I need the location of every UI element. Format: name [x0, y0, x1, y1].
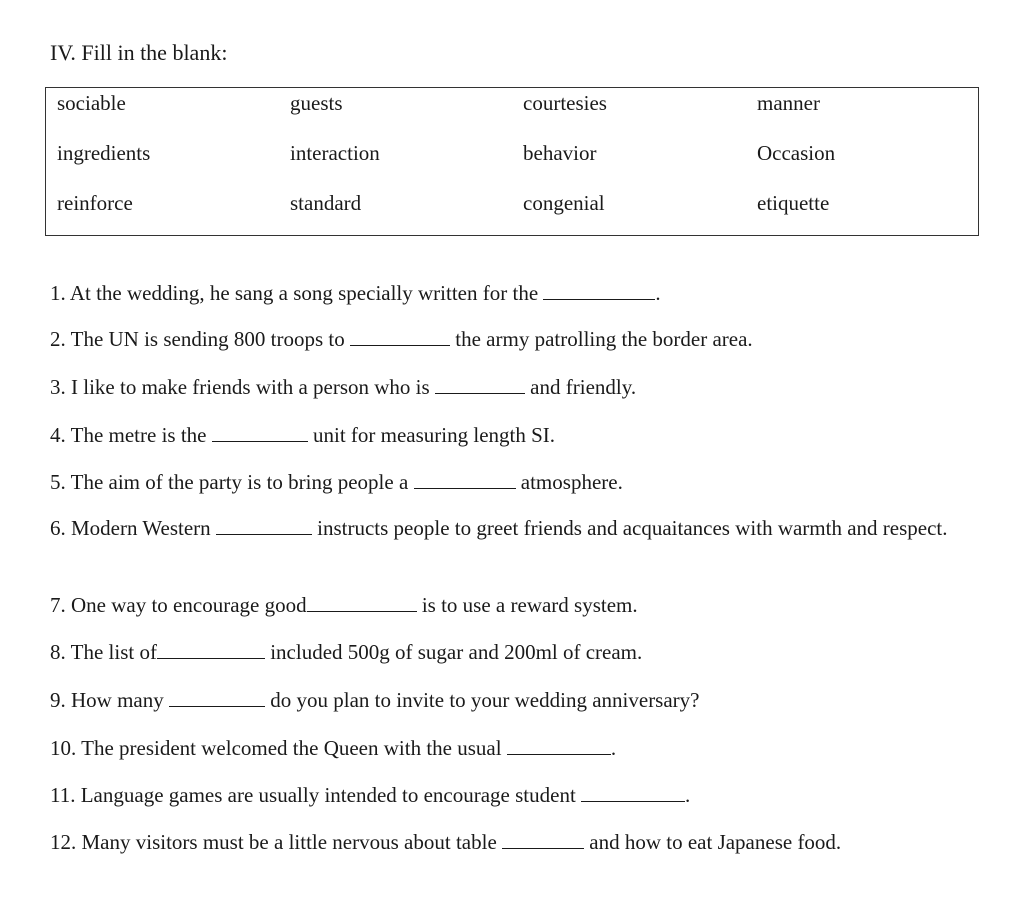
- answer-blank[interactable]: [543, 283, 655, 300]
- answer-blank[interactable]: [414, 472, 516, 489]
- word-bank-item: manner: [757, 91, 820, 115]
- answer-blank[interactable]: [507, 738, 611, 755]
- question-5: 5. The aim of the party is to bring people a atmosphere.: [50, 470, 623, 494]
- question-2: 2. The UN is sending 800 troops to the army patrolling the border area.: [50, 327, 753, 351]
- answer-blank[interactable]: [216, 518, 312, 535]
- answer-blank[interactable]: [212, 425, 308, 442]
- word-bank-item: etiquette: [757, 191, 830, 215]
- answer-blank[interactable]: [581, 785, 685, 802]
- answer-blank[interactable]: [157, 642, 265, 659]
- section-title: IV. Fill in the blank:: [50, 40, 228, 65]
- answer-blank[interactable]: [307, 595, 417, 612]
- answer-blank[interactable]: [435, 377, 525, 394]
- question-8: 8. The list of included 500g of sugar and 200ml of cream.: [50, 640, 643, 664]
- question-11: 11. Language games are usually intended to encourage student .: [50, 783, 691, 807]
- answer-blank[interactable]: [169, 690, 265, 707]
- word-bank-item: Occasion: [757, 141, 836, 165]
- word-bank-item: ingredients: [57, 141, 151, 165]
- question-6: 6. Modern Western instructs people to greet friends and acquaitances with warmth and respect.: [50, 516, 948, 540]
- question-10: 10. The president welcomed the Queen with the usual .: [50, 736, 617, 760]
- question-3: 3. I like to make friends with a person who is and friendly.: [50, 375, 637, 399]
- word-bank-item: guests: [290, 91, 343, 115]
- answer-blank[interactable]: [502, 832, 584, 849]
- word-bank-item: sociable: [57, 91, 126, 115]
- word-bank-item: reinforce: [57, 191, 133, 215]
- word-bank-item: courtesies: [523, 91, 607, 115]
- question-4: 4. The metre is the unit for measuring length SI.: [50, 423, 556, 447]
- question-7: 7. One way to encourage good is to use a reward system.: [50, 593, 638, 617]
- word-bank-item: behavior: [523, 141, 597, 165]
- question-12: 12. Many visitors must be a little nervous about table and how to eat Japanese food.: [50, 830, 842, 854]
- question-1: 1. At the wedding, he sang a song specially written for the .: [50, 281, 661, 305]
- question-9: 9. How many do you plan to invite to your wedding anniversary?: [50, 688, 700, 712]
- answer-blank[interactable]: [350, 329, 450, 346]
- word-bank: [45, 87, 979, 236]
- word-bank-item: interaction: [290, 141, 380, 165]
- word-bank-item: congenial: [523, 191, 605, 215]
- word-bank-item: standard: [290, 191, 362, 215]
